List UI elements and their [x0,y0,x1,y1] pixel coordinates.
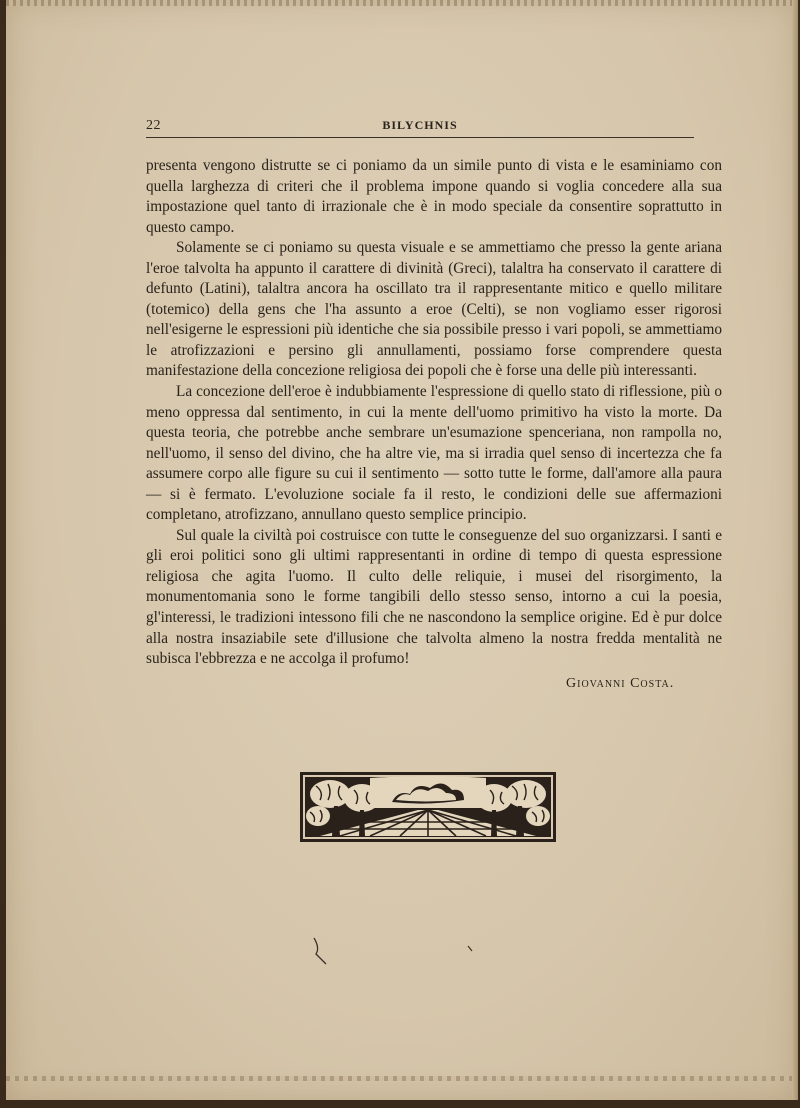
page-bottom-edge [6,1076,798,1081]
paragraph: Sul quale la civiltà poi costruisce con tutte le conseguenze del suo organizzarsi. I santi e gli eroi politici sono gli ultimi rappresentanti in ordine di tempo di questa espressione religiosa che agita l'uomo. Il culto delle reliquie, i musei del risorgimento, la monumentomania sono le forme tangibili dello stesso senso, intorno a cui la poesia, gl'interessi, le tradizioni intessono fili che ne nascondono la semplice origine. Ed è pur dolce alla nostra insaziabile sete d'illusione che talvolta almeno la nostra fredda mentalità ne subisca l'ebbrezza e ne accolga il profumo! [146,526,722,668]
running-title: BILYCHNIS [382,118,458,132]
paragraph: La concezione dell'eroe è indubbiamente l'espressione di quello stato di riflessione, più o meno oppressa dal sentimento, in cui la mente dell'uomo primitivo ha visto la morte. Da questa teoria, che potrebbe anche sembrare un'esumazione spenceriana, non rampolla no, nell'uomo, il senso del divino, che ha altre vie, ma si irradia quel senso di incertezza che fa assumere corpo alle figure su cui il sentimento — sotto tutte le forme, dall'amore alla paura — si è fermato. L'evoluzione sociale fa il resto, le condizioni delle sue affermazioni completano, atrofizzano, annullano questo semplice principio. [146,383,722,524]
page-right-edge [792,0,798,1100]
page-top-edge [6,0,798,6]
paragraph: presenta vengono distrutte se ci poniamo da un simile punto di vista e le esaminiamo con quella larghezza di criteri che il problema impone quando si voglia concedere alla sua impostazione quel tanto di irrazionale che è in modo speciale da consentire soprattutto in questo campo. [146,157,722,236]
landscape-woodcut-vignette [300,772,556,842]
ink-speck [310,936,330,966]
header-rule [146,137,694,138]
body-text [146,156,722,670]
paragraph: Solamente se ci poniamo su questa visuale e se ammettiamo che presso la gente ariana l'eroe talvolta ha appunto il carattere di divinità (Greci), talaltra ha conservato il carattere di defunto (Latini), talaltra ancora ha oscillato tra il rappresentante mitico e quello militare (totemico) della gens che l'ha assunto a eroe (Celti), se non vogliamo esser rigorosi nell'esigerne le espressioni più identiche che sia possibile presso i vari popoli, se ammettiamo le atrofizzazioni e persino gli annullamenti, possiamo forse comprendere questa manifestazione della concezione religiosa dei popoli che è forse una delle più interessanti. [146,239,722,380]
running-header [146,118,694,138]
ink-speck [466,944,476,954]
author-signature: Giovanni Costa. [566,676,675,691]
page-number: 22 [146,118,161,133]
